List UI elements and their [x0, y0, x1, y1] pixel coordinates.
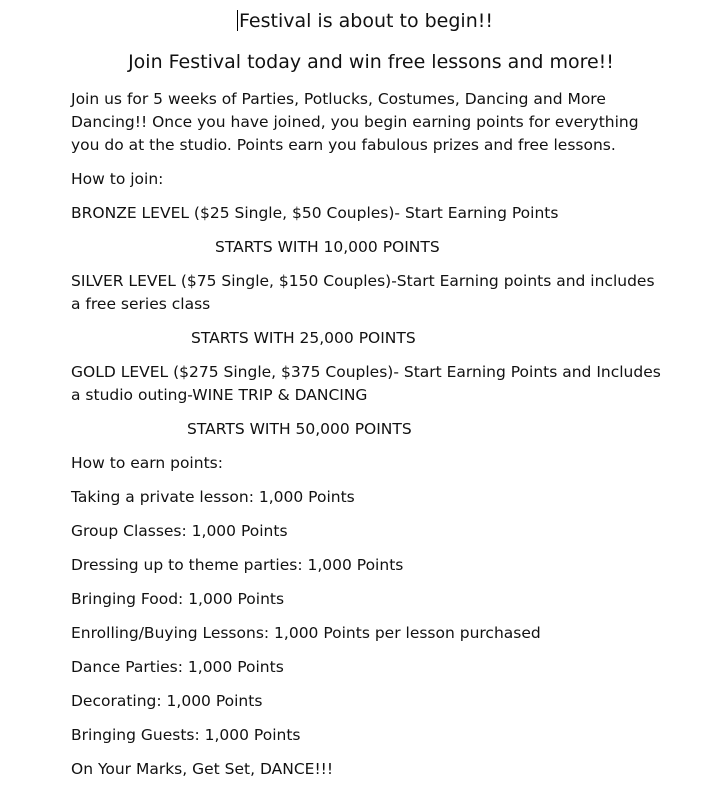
earn-item: Enrolling/Buying Lessons: 1,000 Points per lesson purchased [71, 624, 541, 642]
earn-heading: How to earn points: [71, 454, 223, 472]
bronze-level: BRONZE LEVEL ($25 Single, $50 Couples)- Start Earning Points [71, 204, 559, 222]
earn-item: Bringing Food: 1,000 Points [71, 590, 285, 608]
earn-item: Dressing up to theme parties: 1,000 Points [71, 556, 404, 574]
bronze-starts: STARTS WITH 10,000 POINTS [215, 238, 440, 256]
gold-starts: STARTS WITH 50,000 POINTS [187, 420, 412, 438]
silver-starts: STARTS WITH 25,000 POINTS [191, 329, 416, 347]
intro-line-2: Dancing!! Once you have joined, you begin earning points for everything [71, 113, 639, 131]
earn-item: Bringing Guests: 1,000 Points [71, 726, 301, 744]
document-title [0, 9, 706, 33]
earn-item: Taking a private lesson: 1,000 Points [71, 488, 355, 506]
earn-item: Decorating: 1,000 Points [71, 692, 263, 710]
silver-level-line-2: a free series class [71, 295, 211, 313]
text-cursor [237, 10, 238, 31]
closing-line: On Your Marks, Get Set, DANCE!!! [71, 760, 334, 778]
join-heading: How to join: [71, 170, 164, 188]
document-subtitle: Join Festival today and win free lessons and more!! [128, 51, 614, 73]
silver-level-line-1: SILVER LEVEL ($75 Single, $150 Couples)-Start Earning points and includes [71, 272, 655, 290]
gold-level-line-2: a studio outing-WINE TRIP & DANCING [71, 386, 368, 404]
intro-line-3: you do at the studio. Points earn you fabulous prizes and free lessons. [71, 136, 616, 154]
earn-item: Group Classes: 1,000 Points [71, 522, 288, 540]
gold-level-line-1: GOLD LEVEL ($275 Single, $375 Couples)- Start Earning Points and Includes [71, 363, 661, 381]
intro-line-1: Join us for 5 weeks of Parties, Potlucks, Costumes, Dancing and More [71, 90, 606, 108]
title-text: Festival is about to begin!! [239, 10, 493, 32]
earn-item: Dance Parties: 1,000 Points [71, 658, 284, 676]
